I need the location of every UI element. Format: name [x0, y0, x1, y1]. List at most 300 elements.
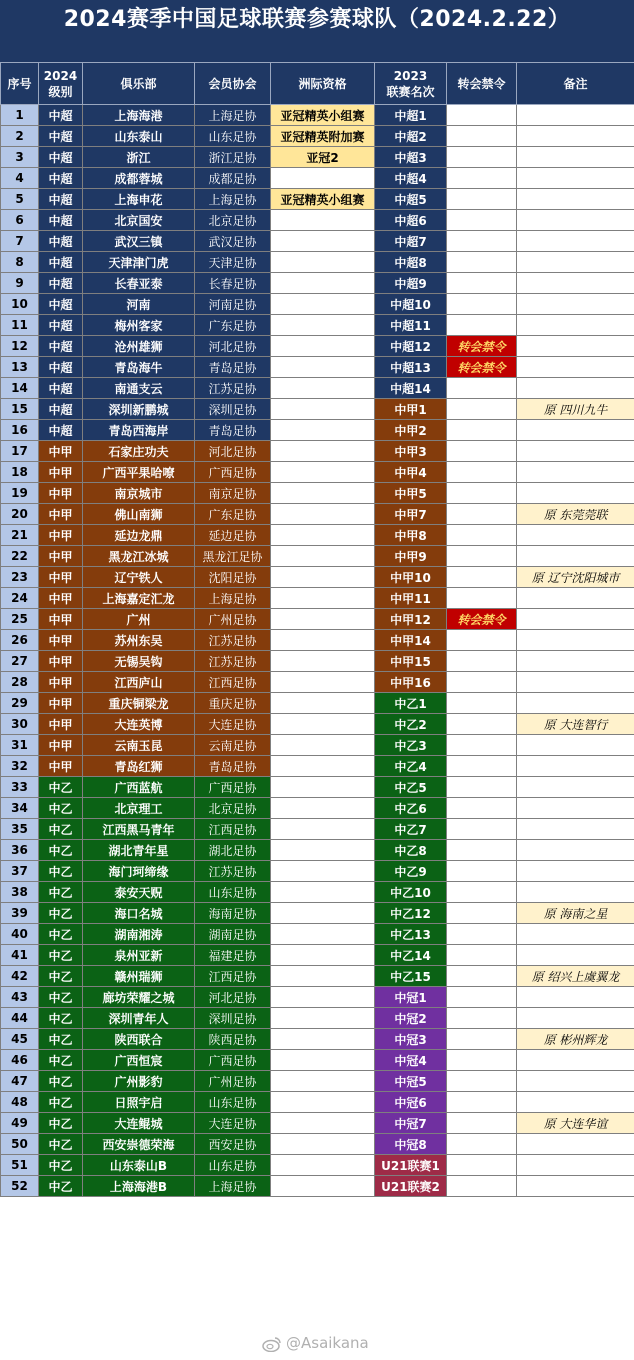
row-club: 梅州客家: [83, 315, 195, 336]
table-row: [1, 567, 634, 588]
row-assoc: 上海足协: [195, 189, 271, 210]
row-seq: 25: [1, 609, 39, 630]
table-row: [1, 1029, 634, 1050]
row-seq: 28: [1, 672, 39, 693]
row-rank: 中乙8: [375, 840, 447, 861]
row-seq: 5: [1, 189, 39, 210]
row-asia: [271, 819, 375, 840]
row-club: 深圳新鹏城: [83, 399, 195, 420]
row-seq: 51: [1, 1155, 39, 1176]
teams-table: [0, 62, 634, 1197]
row-level: 中甲: [39, 588, 83, 609]
row-level: 中甲: [39, 630, 83, 651]
row-seq: 48: [1, 1092, 39, 1113]
row-seq: 29: [1, 693, 39, 714]
table-row: [1, 504, 634, 525]
row-asia: [271, 924, 375, 945]
row-assoc: 深圳足协: [195, 1008, 271, 1029]
row-ban: [447, 1029, 517, 1050]
row-asia: [271, 1050, 375, 1071]
row-rank: 中超4: [375, 168, 447, 189]
row-club: 广西平果哈嘹: [83, 462, 195, 483]
row-rank: 中乙10: [375, 882, 447, 903]
row-level: 中超: [39, 336, 83, 357]
row-note: [517, 924, 634, 945]
row-club: 辽宁铁人: [83, 567, 195, 588]
row-ban: [447, 672, 517, 693]
header-note: 备注: [517, 63, 634, 105]
header-seq: 序号: [1, 63, 39, 105]
row-level: 中甲: [39, 609, 83, 630]
row-rank: 中超12: [375, 336, 447, 357]
row-assoc: 上海足协: [195, 1176, 271, 1197]
row-note: [517, 693, 634, 714]
row-assoc: 江西足协: [195, 672, 271, 693]
row-club: 广州影豹: [83, 1071, 195, 1092]
row-club: 苏州东吴: [83, 630, 195, 651]
row-club: 广西蓝航: [83, 777, 195, 798]
row-club: 上海申花: [83, 189, 195, 210]
row-ban: [447, 588, 517, 609]
row-asia: [271, 252, 375, 273]
row-note: 原 辽宁沈阳城市: [517, 567, 634, 588]
table-row: [1, 966, 634, 987]
row-level: 中乙: [39, 1050, 83, 1071]
row-note: [517, 357, 634, 378]
row-ban: [447, 420, 517, 441]
table-row: [1, 546, 634, 567]
row-ban: [447, 651, 517, 672]
row-ban: [447, 462, 517, 483]
row-note: 原 大连智行: [517, 714, 634, 735]
row-level: 中超: [39, 189, 83, 210]
row-ban: [447, 525, 517, 546]
row-note: [517, 126, 634, 147]
row-club: 上海嘉定汇龙: [83, 588, 195, 609]
row-seq: 32: [1, 756, 39, 777]
table-row: [1, 462, 634, 483]
row-asia: [271, 756, 375, 777]
row-level: 中超: [39, 210, 83, 231]
row-rank: 中超1: [375, 105, 447, 126]
row-seq: 35: [1, 819, 39, 840]
table-row: [1, 798, 634, 819]
row-asia: [271, 336, 375, 357]
row-assoc: 天津足协: [195, 252, 271, 273]
table-row: [1, 777, 634, 798]
row-club: 成都蓉城: [83, 168, 195, 189]
row-note: [517, 1008, 634, 1029]
row-ban: [447, 1071, 517, 1092]
row-seq: 34: [1, 798, 39, 819]
row-seq: 2: [1, 126, 39, 147]
row-assoc: 江西足协: [195, 819, 271, 840]
row-seq: 49: [1, 1113, 39, 1134]
row-note: 原 大连华谊: [517, 1113, 634, 1134]
row-rank: 中乙4: [375, 756, 447, 777]
row-asia: [271, 609, 375, 630]
row-level: 中乙: [39, 1176, 83, 1197]
row-assoc: 河北足协: [195, 336, 271, 357]
row-note: [517, 861, 634, 882]
row-asia: [271, 945, 375, 966]
table-row: [1, 609, 634, 630]
row-assoc: 江苏足协: [195, 378, 271, 399]
row-ban: [447, 315, 517, 336]
row-level: 中甲: [39, 651, 83, 672]
row-rank: 中冠8: [375, 1134, 447, 1155]
row-seq: 7: [1, 231, 39, 252]
row-note: 原 彬州辉龙: [517, 1029, 634, 1050]
table-row: [1, 882, 634, 903]
row-asia: [271, 399, 375, 420]
row-assoc: 上海足协: [195, 588, 271, 609]
row-club: 海门珂缔缘: [83, 861, 195, 882]
row-rank: 中乙3: [375, 735, 447, 756]
row-club: 泰安天贶: [83, 882, 195, 903]
row-assoc: 大连足协: [195, 1113, 271, 1134]
row-ban: [447, 777, 517, 798]
table-row: [1, 189, 634, 210]
row-asia: 亚冠精英小组赛: [271, 105, 375, 126]
row-level: 中超: [39, 105, 83, 126]
row-seq: 16: [1, 420, 39, 441]
table-row: [1, 399, 634, 420]
row-assoc: 福建足协: [195, 945, 271, 966]
row-club: 湖北青年星: [83, 840, 195, 861]
row-asia: [271, 672, 375, 693]
row-asia: [271, 210, 375, 231]
row-assoc: 河南足协: [195, 294, 271, 315]
row-rank: 中超8: [375, 252, 447, 273]
row-assoc: 山东足协: [195, 1092, 271, 1113]
row-club: 武汉三镇: [83, 231, 195, 252]
row-asia: [271, 1176, 375, 1197]
row-assoc: 成都足协: [195, 168, 271, 189]
row-rank: 中甲12: [375, 609, 447, 630]
row-level: 中甲: [39, 483, 83, 504]
row-note: [517, 420, 634, 441]
row-club: 廊坊荣耀之城: [83, 987, 195, 1008]
row-level: 中乙: [39, 1134, 83, 1155]
row-club: 陕西联合: [83, 1029, 195, 1050]
table-row: [1, 840, 634, 861]
row-seq: 11: [1, 315, 39, 336]
row-club: 大连鲲城: [83, 1113, 195, 1134]
row-club: 天津津门虎: [83, 252, 195, 273]
header-assoc: 会员协会: [195, 63, 271, 105]
row-seq: 10: [1, 294, 39, 315]
row-asia: [271, 1071, 375, 1092]
row-club: 佛山南狮: [83, 504, 195, 525]
row-assoc: 广西足协: [195, 777, 271, 798]
row-level: 中甲: [39, 441, 83, 462]
row-ban: [447, 1092, 517, 1113]
row-ban: [447, 147, 517, 168]
row-rank: 中乙12: [375, 903, 447, 924]
row-note: [517, 756, 634, 777]
row-ban: [447, 1050, 517, 1071]
row-club: 山东泰山: [83, 126, 195, 147]
row-assoc: 山东足协: [195, 126, 271, 147]
watermark: @Asaikana: [262, 1334, 369, 1352]
row-seq: 40: [1, 924, 39, 945]
row-note: [517, 588, 634, 609]
row-note: [517, 672, 634, 693]
row-seq: 14: [1, 378, 39, 399]
table-row: [1, 126, 634, 147]
table-row: [1, 987, 634, 1008]
row-seq: 45: [1, 1029, 39, 1050]
table-row: [1, 525, 634, 546]
row-assoc: 广州足协: [195, 609, 271, 630]
row-level: 中甲: [39, 546, 83, 567]
row-seq: 37: [1, 861, 39, 882]
row-ban: [447, 189, 517, 210]
table-row: [1, 420, 634, 441]
row-note: [517, 210, 634, 231]
row-rank: 中乙2: [375, 714, 447, 735]
row-assoc: 广西足协: [195, 462, 271, 483]
row-level: 中甲: [39, 525, 83, 546]
header-ban: 转会禁令: [447, 63, 517, 105]
row-note: 原 绍兴上虞翼龙: [517, 966, 634, 987]
row-assoc: 江苏足协: [195, 651, 271, 672]
row-ban: [447, 504, 517, 525]
row-asia: [271, 231, 375, 252]
table-row: [1, 168, 634, 189]
row-note: [517, 546, 634, 567]
row-club: 黑龙江冰城: [83, 546, 195, 567]
row-ban: [447, 168, 517, 189]
row-ban: [447, 1176, 517, 1197]
table-row: [1, 231, 634, 252]
row-level: 中乙: [39, 1092, 83, 1113]
row-asia: [271, 651, 375, 672]
row-note: [517, 168, 634, 189]
row-level: 中乙: [39, 966, 83, 987]
row-level: 中超: [39, 147, 83, 168]
row-assoc: 青岛足协: [195, 756, 271, 777]
row-seq: 24: [1, 588, 39, 609]
row-level: 中乙: [39, 945, 83, 966]
row-note: [517, 294, 634, 315]
row-seq: 27: [1, 651, 39, 672]
row-rank: U21联赛2: [375, 1176, 447, 1197]
table-row: [1, 336, 634, 357]
row-ban: 转会禁令: [447, 357, 517, 378]
row-asia: [271, 462, 375, 483]
row-rank: 中乙14: [375, 945, 447, 966]
row-level: 中甲: [39, 504, 83, 525]
row-ban: [447, 399, 517, 420]
table-row: [1, 735, 634, 756]
header-level: 2024 级别: [39, 63, 83, 105]
row-asia: [271, 735, 375, 756]
row-seq: 31: [1, 735, 39, 756]
row-asia: [271, 777, 375, 798]
row-level: 中乙: [39, 882, 83, 903]
row-rank: 中甲10: [375, 567, 447, 588]
row-level: 中超: [39, 252, 83, 273]
row-rank: 中超7: [375, 231, 447, 252]
row-seq: 36: [1, 840, 39, 861]
row-level: 中乙: [39, 1071, 83, 1092]
row-note: 原 东莞莞联: [517, 504, 634, 525]
table-row: [1, 315, 634, 336]
row-seq: 43: [1, 987, 39, 1008]
row-rank: 中甲2: [375, 420, 447, 441]
row-asia: 亚冠精英小组赛: [271, 189, 375, 210]
table-row: [1, 651, 634, 672]
row-level: 中乙: [39, 840, 83, 861]
row-ban: [447, 378, 517, 399]
row-level: 中乙: [39, 924, 83, 945]
table-row: [1, 105, 634, 126]
row-assoc: 延边足协: [195, 525, 271, 546]
row-assoc: 河北足协: [195, 441, 271, 462]
row-asia: [271, 840, 375, 861]
row-level: 中乙: [39, 861, 83, 882]
row-level: 中超: [39, 168, 83, 189]
row-asia: [271, 441, 375, 462]
row-seq: 33: [1, 777, 39, 798]
row-asia: [271, 378, 375, 399]
row-asia: [271, 1092, 375, 1113]
row-ban: [447, 735, 517, 756]
table-row: [1, 273, 634, 294]
row-club: 上海海港B: [83, 1176, 195, 1197]
row-ban: [447, 294, 517, 315]
row-note: [517, 1134, 634, 1155]
row-seq: 1: [1, 105, 39, 126]
row-ban: 转会禁令: [447, 336, 517, 357]
row-rank: 中冠3: [375, 1029, 447, 1050]
row-rank: 中冠1: [375, 987, 447, 1008]
row-note: [517, 525, 634, 546]
table-row: [1, 924, 634, 945]
row-assoc: 黑龙江足协: [195, 546, 271, 567]
row-ban: 转会禁令: [447, 609, 517, 630]
row-rank: 中超11: [375, 315, 447, 336]
row-club: 沧州雄狮: [83, 336, 195, 357]
row-ban: [447, 1134, 517, 1155]
row-asia: [271, 693, 375, 714]
row-rank: 中甲3: [375, 441, 447, 462]
row-rank: 中乙1: [375, 693, 447, 714]
row-club: 江西黑马青年: [83, 819, 195, 840]
row-rank: 中乙15: [375, 966, 447, 987]
row-club: 长春亚泰: [83, 273, 195, 294]
row-seq: 46: [1, 1050, 39, 1071]
row-ban: [447, 924, 517, 945]
row-seq: 39: [1, 903, 39, 924]
table-row: [1, 1092, 634, 1113]
row-asia: [271, 483, 375, 504]
row-club: 青岛海牛: [83, 357, 195, 378]
row-ban: [447, 630, 517, 651]
table-row: [1, 210, 634, 231]
row-note: [517, 1071, 634, 1092]
row-club: 日照宇启: [83, 1092, 195, 1113]
row-note: [517, 336, 634, 357]
row-assoc: 广西足协: [195, 1050, 271, 1071]
row-asia: [271, 1008, 375, 1029]
row-note: [517, 231, 634, 252]
row-ban: [447, 903, 517, 924]
row-club: 南京城市: [83, 483, 195, 504]
table-row: [1, 1008, 634, 1029]
row-note: [517, 483, 634, 504]
row-asia: [271, 630, 375, 651]
row-asia: [271, 987, 375, 1008]
row-club: 泉州亚新: [83, 945, 195, 966]
row-club: 浙江: [83, 147, 195, 168]
row-ban: [447, 126, 517, 147]
row-assoc: 江西足协: [195, 966, 271, 987]
row-club: 南通支云: [83, 378, 195, 399]
table-row: [1, 756, 634, 777]
row-seq: 15: [1, 399, 39, 420]
row-rank: 中甲16: [375, 672, 447, 693]
row-note: [517, 441, 634, 462]
row-rank: 中超13: [375, 357, 447, 378]
row-asia: [271, 966, 375, 987]
table-row: [1, 861, 634, 882]
row-rank: 中甲7: [375, 504, 447, 525]
row-ban: [447, 1155, 517, 1176]
row-assoc: 重庆足协: [195, 693, 271, 714]
row-level: 中甲: [39, 693, 83, 714]
row-club: 云南玉昆: [83, 735, 195, 756]
row-level: 中甲: [39, 756, 83, 777]
row-asia: [271, 420, 375, 441]
row-rank: 中乙6: [375, 798, 447, 819]
row-ban: [447, 546, 517, 567]
row-rank: 中冠5: [375, 1071, 447, 1092]
table-row: [1, 1176, 634, 1197]
row-seq: 3: [1, 147, 39, 168]
row-assoc: 广东足协: [195, 315, 271, 336]
table-row: [1, 378, 634, 399]
row-note: [517, 777, 634, 798]
row-assoc: 陕西足协: [195, 1029, 271, 1050]
row-club: 海口名城: [83, 903, 195, 924]
row-rank: 中超9: [375, 273, 447, 294]
row-assoc: 西安足协: [195, 1134, 271, 1155]
row-seq: 44: [1, 1008, 39, 1029]
row-assoc: 北京足协: [195, 210, 271, 231]
row-ban: [447, 1113, 517, 1134]
row-asia: [271, 1029, 375, 1050]
row-note: [517, 1176, 634, 1197]
row-assoc: 江苏足协: [195, 861, 271, 882]
row-note: [517, 651, 634, 672]
row-note: [517, 735, 634, 756]
row-club: 山东泰山B: [83, 1155, 195, 1176]
row-club: 江西庐山: [83, 672, 195, 693]
row-ban: [447, 273, 517, 294]
row-ban: [447, 840, 517, 861]
table-row: [1, 903, 634, 924]
row-rank: 中甲8: [375, 525, 447, 546]
row-club: 青岛西海岸: [83, 420, 195, 441]
row-ban: [447, 567, 517, 588]
row-note: [517, 252, 634, 273]
table-row: [1, 1155, 634, 1176]
row-rank: 中冠7: [375, 1113, 447, 1134]
row-seq: 23: [1, 567, 39, 588]
